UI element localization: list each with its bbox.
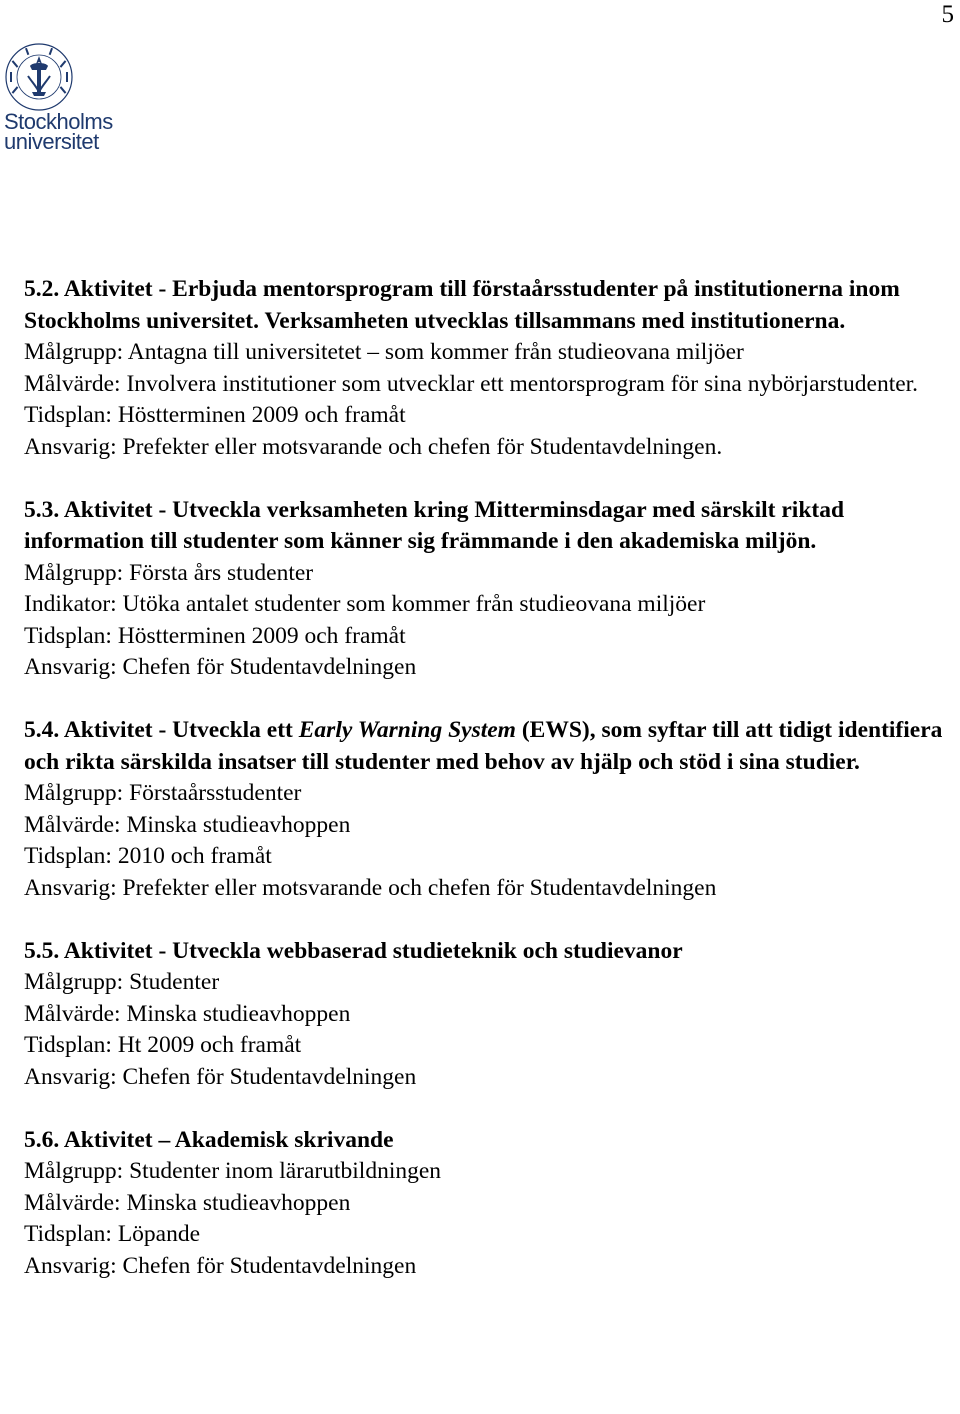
section-line-indikator: Indikator: Utöka antalet studenter som kommer från studieovana miljöer <box>24 591 706 617</box>
section-5-3 <box>24 495 954 684</box>
logo-line-2: universitet <box>4 129 99 154</box>
section-line-tidsplan: Tidsplan: Ht 2009 och framåt <box>24 1032 302 1058</box>
section-5-2 <box>24 274 954 463</box>
section-line-malgrupp: Målgrupp: Förstaårsstudenter <box>24 780 302 806</box>
section-5-5 <box>24 936 954 1094</box>
logo-line-1: Stockholms <box>4 109 113 134</box>
section-line-malgrupp: Målgrupp: Studenter <box>24 969 220 995</box>
section-line-malgrupp: Målgrupp: Första års studenter <box>24 559 314 586</box>
section-line-tidsplan: Tidsplan: Höstterminen 2009 och framåt <box>24 622 406 649</box>
document-body <box>24 274 954 1282</box>
section-line-ansvarig: Ansvarig: Chefen för Studentavdelningen <box>24 1063 417 1090</box>
heading-emphasis: Early Warning System <box>298 717 516 743</box>
section-line-tidsplan: Tidsplan: Höstterminen 2009 och framåt <box>24 402 406 428</box>
section-heading: 5.3. Aktivitet - Utveckla verksamheten kring Mitterminsdagar med särskilt riktad information till studenter som känner sig främmande i den akademiska miljön. <box>24 496 845 554</box>
section-5-6 <box>24 1125 954 1283</box>
section-heading <box>24 715 954 778</box>
section-heading: 5.5. Aktivitet - Utveckla webbaserad studieteknik och studievanor <box>24 937 683 964</box>
section-line-malgrupp: Målgrupp: Antagna till universitetet – som kommer från studieovana miljöer <box>24 339 744 365</box>
section-5-4 <box>24 715 954 904</box>
university-seal-icon <box>4 42 74 112</box>
section-line-tidsplan: Tidsplan: Löpande <box>24 1221 201 1247</box>
section-heading: 5.2. Aktivitet - Erbjuda mentorsprogram till förstaårsstudenter på institutionerna inom Stockholms universitet. Verksamheten utvecklas tillsammans med institutionerna. <box>24 276 900 334</box>
section-line-malvarde: Målvärde: Minska studieavhoppen <box>24 811 351 838</box>
section-line-ansvarig: Ansvarig: Chefen för Studentavdelningen <box>24 654 417 680</box>
heading-text-start: 5.4. Aktivitet - Utveckla ett <box>24 717 299 743</box>
section-line-ansvarig: Ansvarig: Prefekter eller motsvarande och chefen för Studentavdelningen <box>24 874 717 901</box>
section-line-ansvarig: Ansvarig: Chefen för Studentavdelningen <box>24 1252 417 1279</box>
heading-text-end: (EWS), som syftar till att tidigt identifiera och rikta särskilda insatser till studenter med behov av hjälp och stöd i sina studier. <box>24 717 943 775</box>
page-number: 5 <box>941 1 954 28</box>
logo-wordmark <box>4 109 113 154</box>
section-line-malgrupp: Målgrupp: Studenter inom lärarutbildningen <box>24 1158 442 1184</box>
university-logo <box>4 42 136 154</box>
section-line-tidsplan: Tidsplan: 2010 och framåt <box>24 843 272 869</box>
section-line-malvarde: Målvärde: Minska studieavhoppen <box>24 1000 351 1027</box>
section-heading: 5.6. Aktivitet – Akademisk skrivande <box>24 1126 394 1153</box>
section-line-ansvarig: Ansvarig: Prefekter eller motsvarande och chefen för Studentavdelningen. <box>24 433 723 460</box>
section-line-malvarde: Målvärde: Minska studieavhoppen <box>24 1189 351 1216</box>
section-line-malvarde: Målvärde: Involvera institutioner som utvecklar ett mentorsprogram för sina nybörjarstudenter. <box>24 370 919 397</box>
